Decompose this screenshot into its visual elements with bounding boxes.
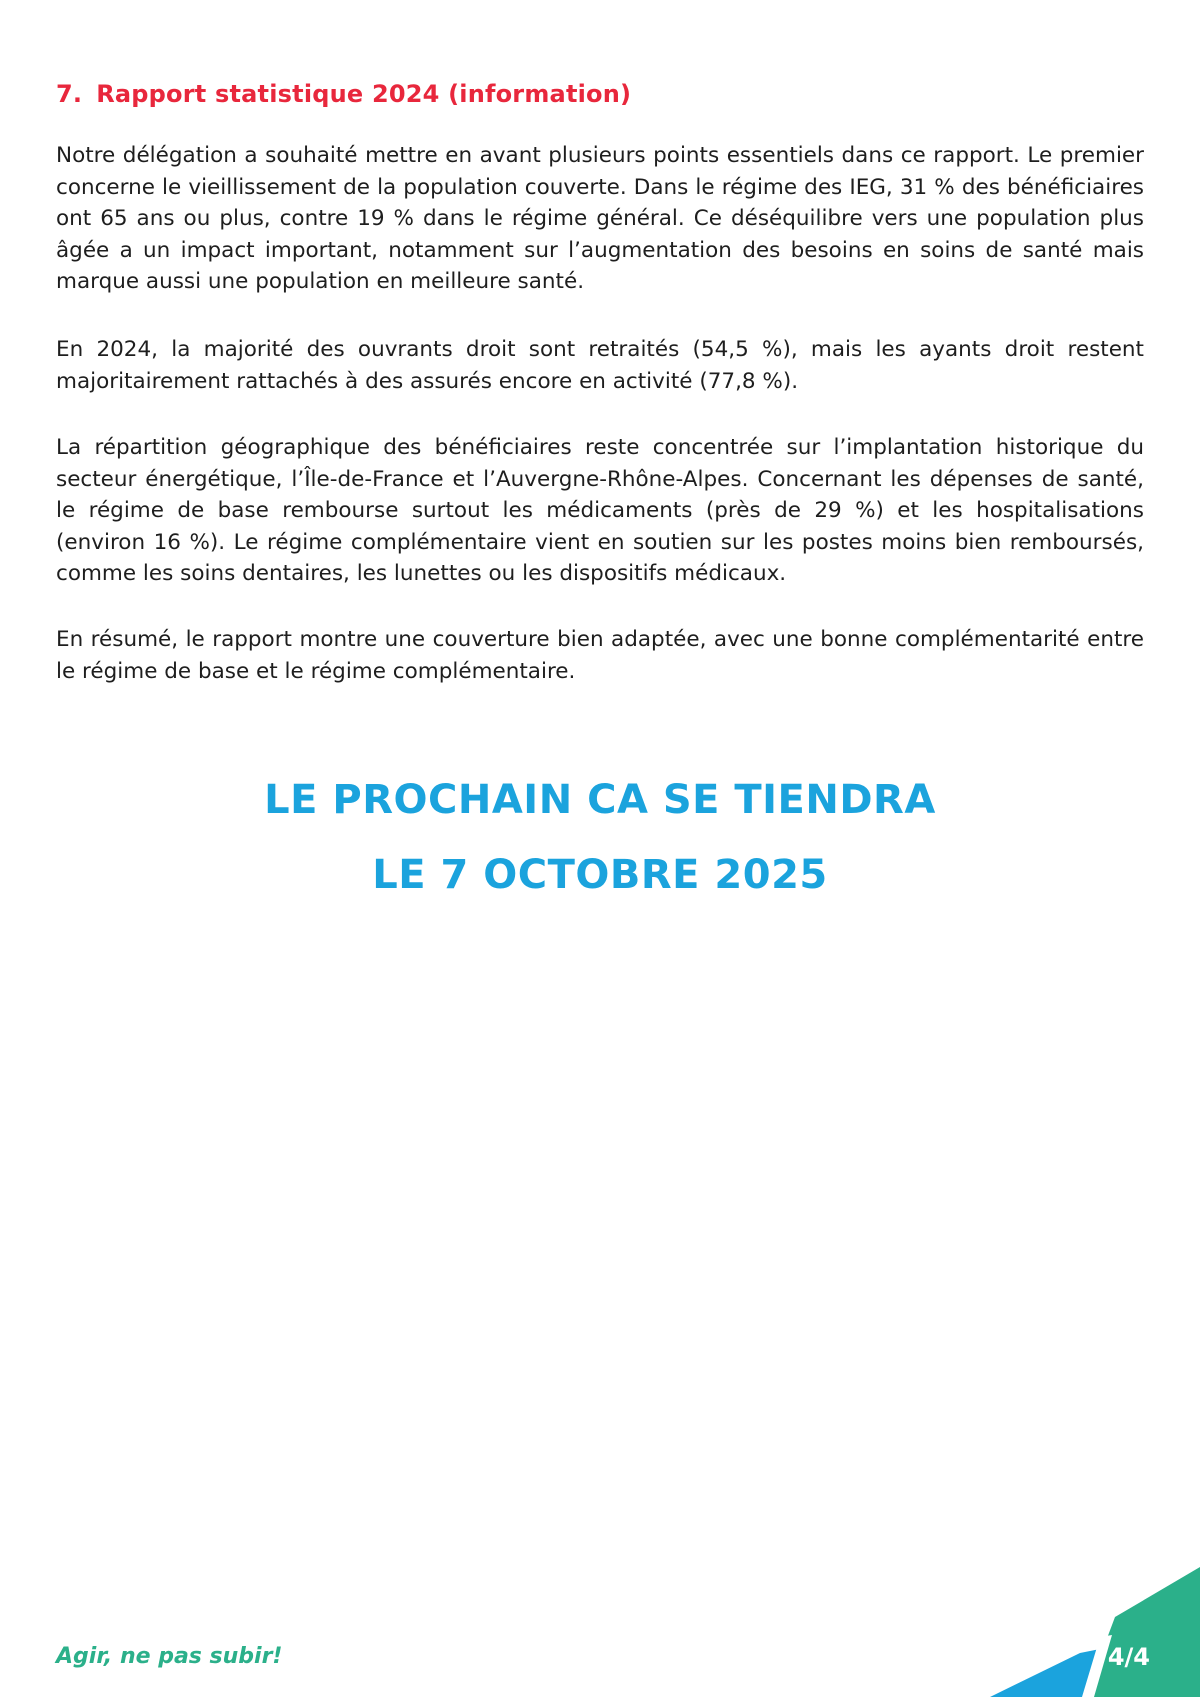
section-heading	[56, 80, 631, 108]
page-number: 4/4	[1107, 1643, 1150, 1671]
corner-decoration	[990, 1567, 1200, 1697]
footer-slogan: Agir, ne pas subir!	[56, 1644, 283, 1669]
paragraph-geography-spending: La répartition géographique des bénéficiaires reste concentrée sur l’implantation historique du secteur énergétique, l’Île-de-France et l’Auvergne-Rhône-Alpes. Concernant les dépenses de santé, le régime de base rembourse surtout les médicaments (près de 29 %) et les hospitalisations (environ 16 %). Le régime complémentaire vient en soutien sur les postes moins bien remboursés, comme les soins dentaires, les lunettes ou les dispositifs médicaux.	[56, 435, 1144, 586]
paragraph-beneficiaries: En 2024, la majorité des ouvrants droit sont retraités (54,5 %), mais les ayants droit restent majoritairement rattachés à des assurés encore en activité (77,8 %).	[56, 337, 1144, 394]
paragraph-ageing: Notre délégation a souhaité mettre en avant plusieurs points essentiels dans ce rapport. Le premier concerne le vieillissement de la population couverte. Dans le régime des IEG, 31 % des bénéficiaires ont 65 ans ou plus, contre 19 % dans le régime général. Ce déséquilibre vers une population plus âgée a un impact important, notamment sur l’augmentation des besoins en soins de santé mais marque aussi une population en meilleure santé.	[56, 143, 1144, 294]
next-meeting-line-2: LE 7 OCTOBRE 2025	[372, 852, 828, 898]
next-meeting-line-1: LE PROCHAIN CA SE TIENDRA	[264, 777, 936, 823]
section-title: Rapport statistique 2024 (information)	[96, 80, 632, 108]
corner-blue-shape	[990, 1649, 1100, 1697]
corner-green-shape	[1085, 1567, 1200, 1697]
paragraph-summary: En résumé, le rapport montre une couverture bien adaptée, avec une bonne complémentarité entre le régime de base et le régime complémentaire.	[56, 627, 1144, 684]
section-number: 7.	[56, 80, 83, 108]
